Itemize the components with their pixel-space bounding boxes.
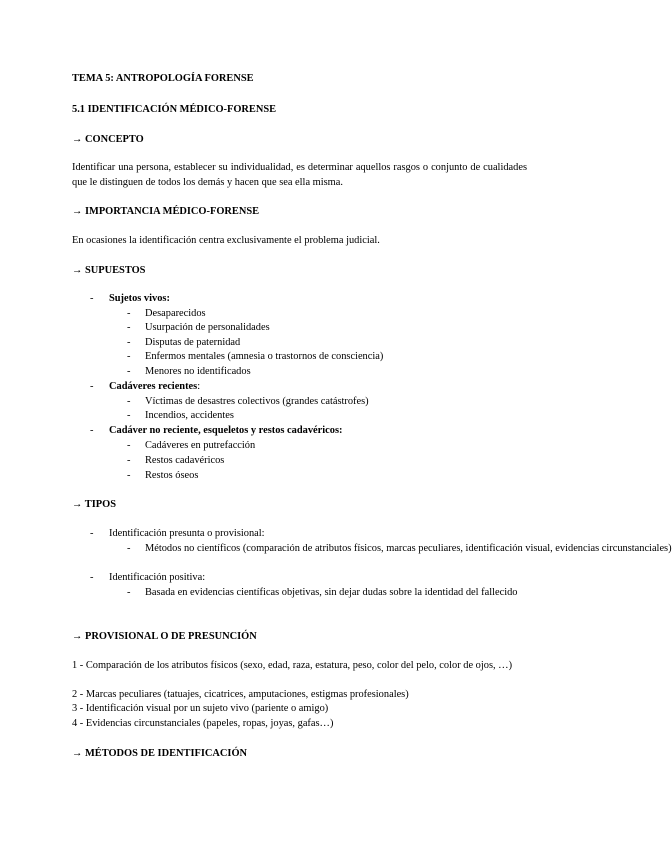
list-item: Víctimas de desastres colectivos (grandes catástrofes) <box>145 396 369 407</box>
list-bullet: - <box>127 440 131 451</box>
list-bullet: - <box>90 528 94 539</box>
list-item: Enfermos mentales (amnesia o trastornos de consciencia) <box>145 351 384 362</box>
list-group-label: Cadáveres recientes <box>109 381 198 392</box>
list-item: Restos óseos <box>145 470 199 481</box>
list-group-label-suffix: : <box>197 381 201 392</box>
list-bullet: - <box>90 381 94 392</box>
list-bullet: - <box>127 351 131 362</box>
list-item: Métodos no científicos (comparación de atributos físicos, marcas peculiares, identificación visual, evidencias circunstanciales) <box>145 543 672 554</box>
list-bullet: - <box>127 543 131 554</box>
list-bullet: - <box>90 293 94 304</box>
heading-supuestos: → SUPUESTOS <box>72 265 146 276</box>
list-bullet: - <box>127 396 131 407</box>
list-item: Menores no identificados <box>145 366 251 377</box>
heading-tipos: → TIPOS <box>72 499 116 510</box>
list-group-label-wrap <box>109 380 200 395</box>
list-group-label: Sujetos vivos: <box>109 293 170 304</box>
list-item: 4 - Evidencias circunstanciales (papeles, ropas, joyas, gafas…) <box>72 718 334 729</box>
heading-concepto: → CONCEPTO <box>72 134 144 145</box>
list-group-label: Identificación presunta o provisional: <box>109 528 265 539</box>
list-item: Desaparecidos <box>145 308 206 319</box>
list-bullet: - <box>127 337 131 348</box>
list-item: Basada en evidencias científicas objetivas, sin dejar dudas sobre la identidad del fallecido <box>145 587 518 598</box>
paragraph-concepto: Identificar una persona, establecer su individualidad, es determinar aquellos rasgos o conjunto de cualidades que le distinguen de todos los demás y hacen que sea ella misma. <box>72 162 527 188</box>
paragraph-importancia: En ocasiones la identificación centra exclusivamente el problema judicial. <box>72 235 380 246</box>
document-title: TEMA 5: ANTROPOLOGÍA FORENSE <box>72 73 254 84</box>
list-item: Restos cadavéricos <box>145 455 225 466</box>
list-item: 1 - Comparación de los atributos físicos (sexo, edad, raza, estatura, peso, color del pelo, color de ojos, …) <box>72 660 513 671</box>
list-group-label: Cadáver no reciente, esqueletos y restos cadavéricos: <box>109 425 343 436</box>
heading-provisional: → PROVISIONAL O DE PRESUNCIÓN <box>72 631 257 642</box>
list-bullet: - <box>127 470 131 481</box>
list-item: Incendios, accidentes <box>145 410 234 421</box>
list-group-label: Identificación positiva: <box>109 572 206 583</box>
list-bullet: - <box>127 410 131 421</box>
list-item: Disputas de paternidad <box>145 337 241 348</box>
list-item: Cadáveres en putrefacción <box>145 440 256 451</box>
list-item: Usurpación de personalidades <box>145 322 270 333</box>
list-bullet: - <box>127 587 131 598</box>
list-bullet: - <box>127 322 131 333</box>
heading-importancia: → IMPORTANCIA MÉDICO-FORENSE <box>72 206 260 217</box>
list-bullet: - <box>127 308 131 319</box>
list-item: 2 - Marcas peculiares (tatuajes, cicatrices, amputaciones, estigmas profesionales) <box>72 689 409 700</box>
list-bullet: - <box>127 455 131 466</box>
list-item: 3 - Identificación visual por un sujeto vivo (pariente o amigo) <box>72 703 329 714</box>
section-heading: 5.1 IDENTIFICACIÓN MÉDICO-FORENSE <box>72 104 277 115</box>
list-bullet: - <box>90 572 94 583</box>
heading-metodos: → MÉTODOS DE IDENTIFICACIÓN <box>72 748 248 759</box>
list-bullet: - <box>90 425 94 436</box>
list-bullet: - <box>127 366 131 377</box>
